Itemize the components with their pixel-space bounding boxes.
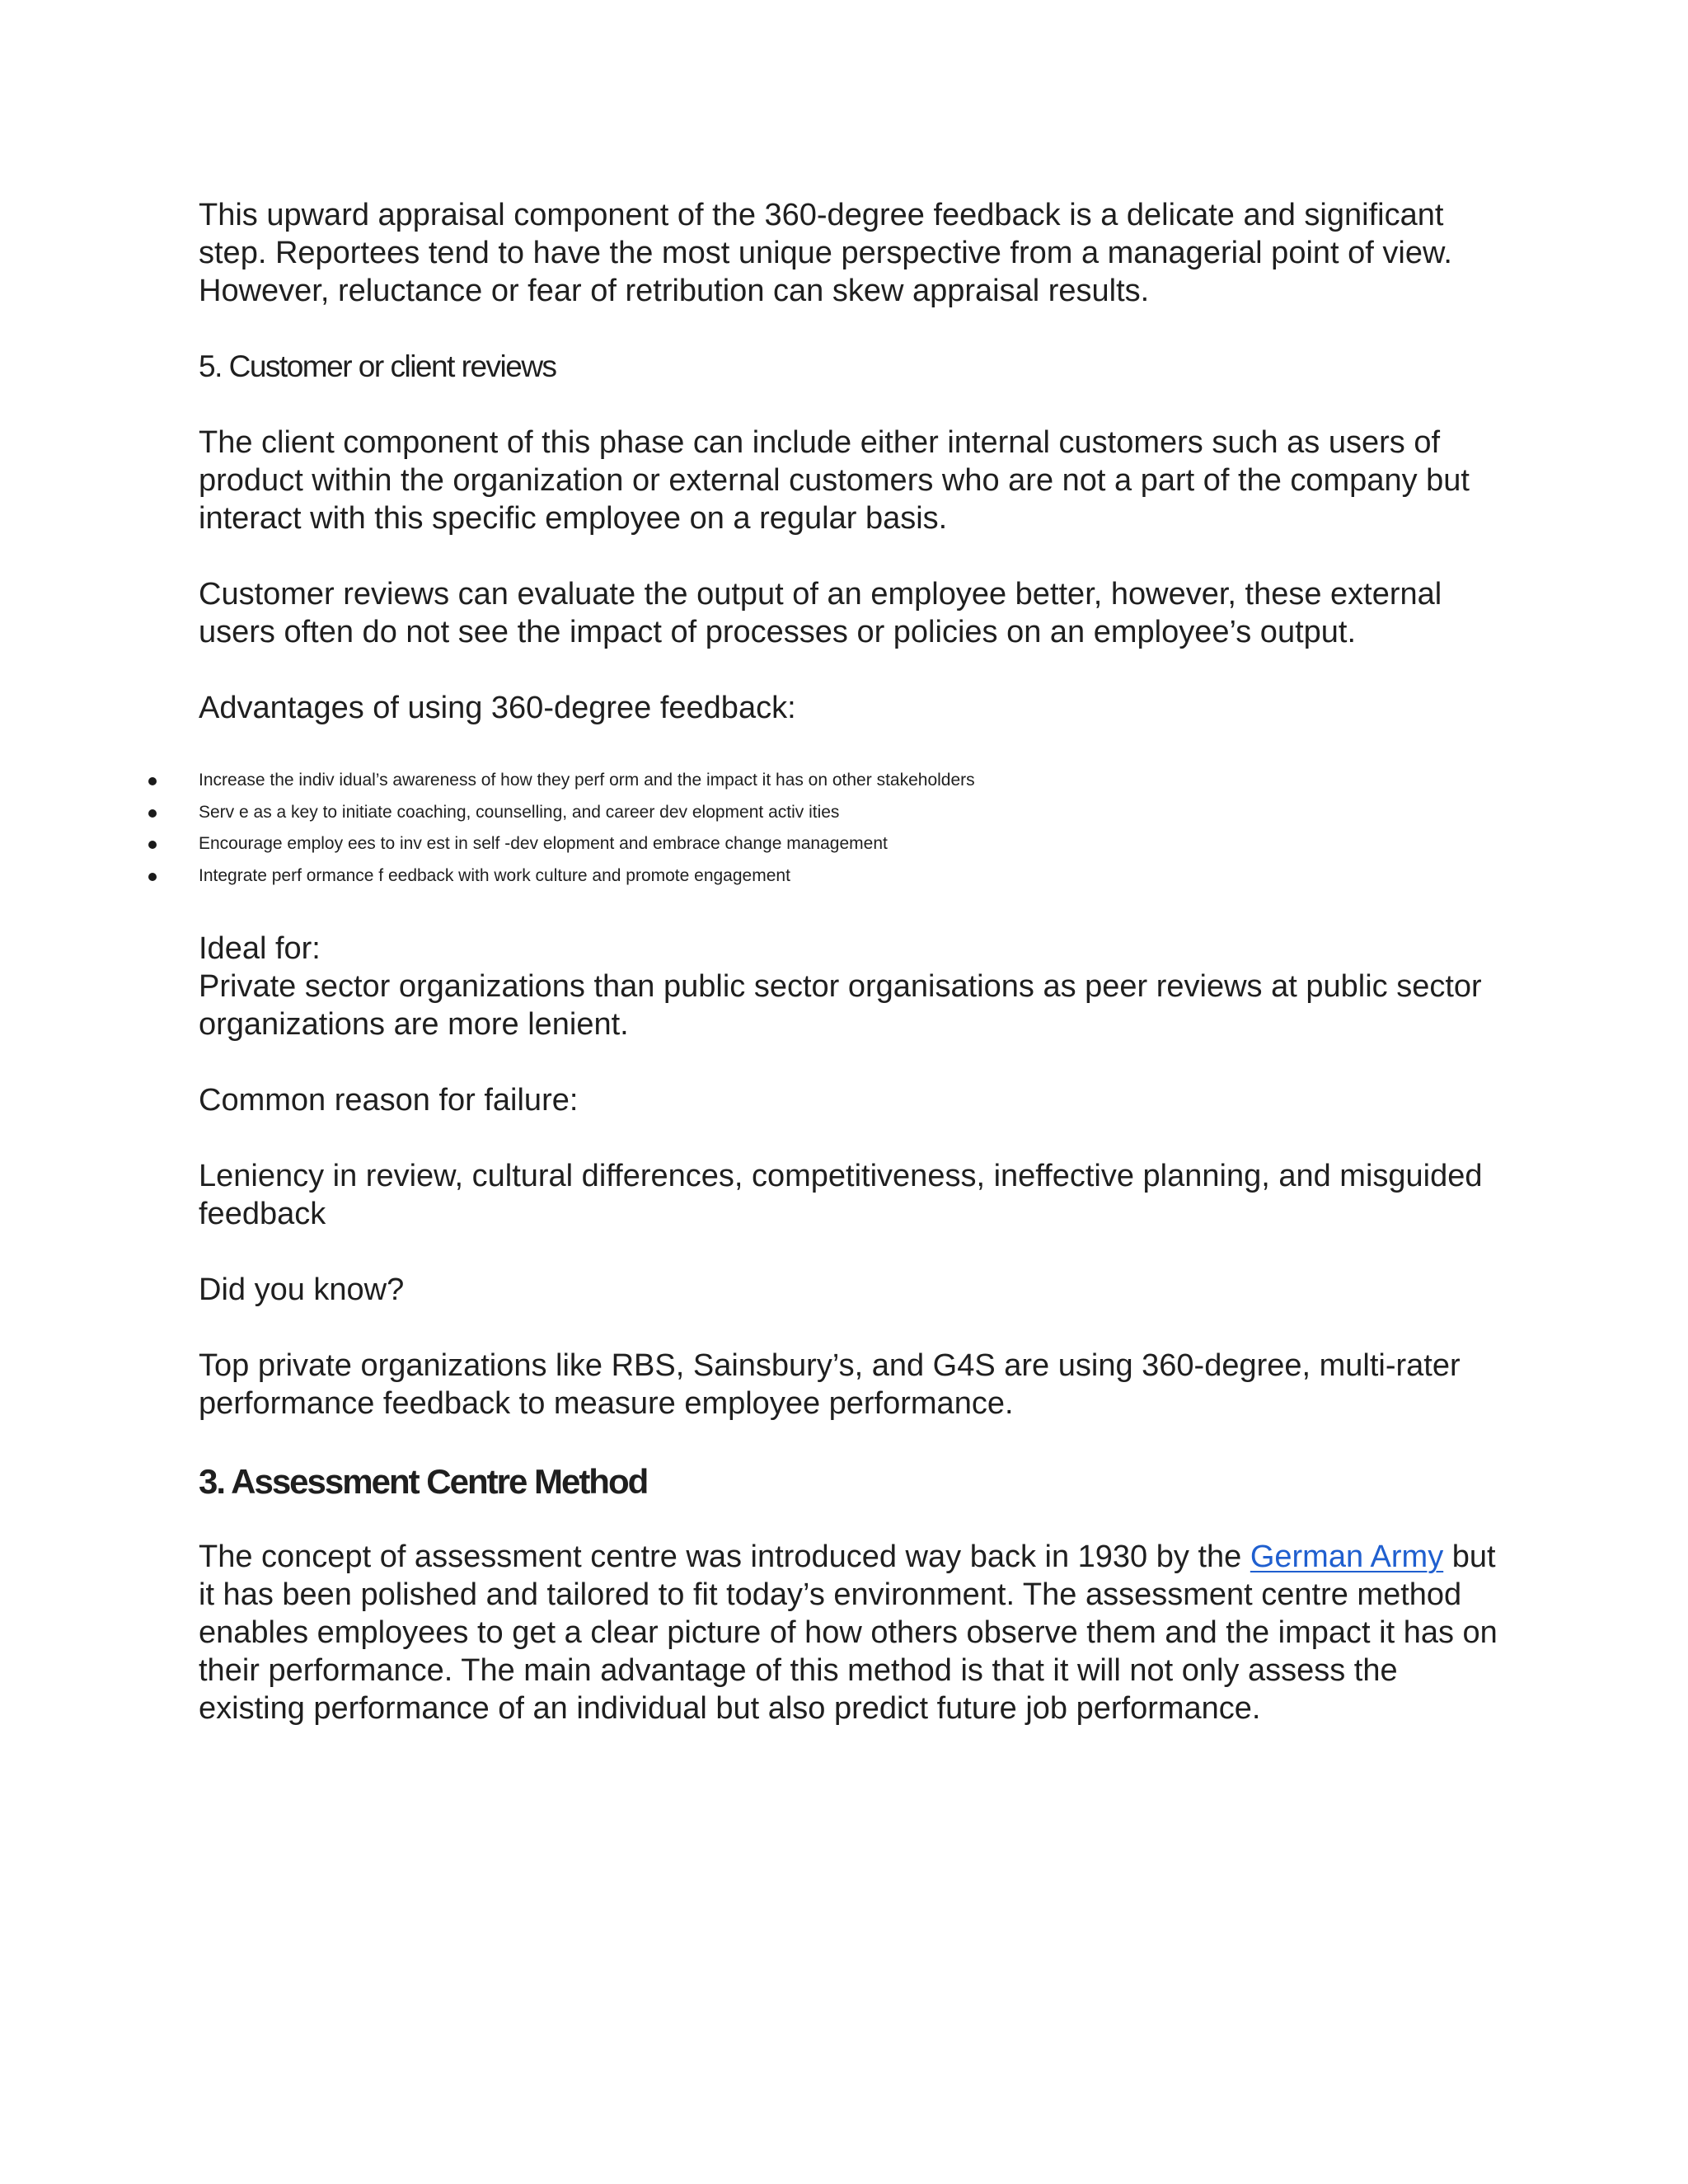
advantages-list: [199, 765, 1501, 892]
list-item: [199, 828, 1501, 860]
subheading-customer-reviews: 5. Customer or client reviews: [199, 349, 556, 383]
paragraph-text: but it has been polished and tailored to fit today’s environment. The assessment centre method enables employees to get a clear picture of how others observe them and the impact it has on their performance. The main advantage of this method is that it will not only assess the existing performance of an individual but also predict future job performance.: [199, 1540, 1498, 1726]
bullet-icon: [148, 841, 157, 849]
german-army-link[interactable]: German Army: [1250, 1540, 1444, 1574]
paragraph-upward-appraisal: This upward appraisal component of the 360-degree feedback is a delicate and significant step. Reportees tend to have the most unique perspective from a managerial point of view. However, reluctance or fear of retribution can skew appraisal results.: [199, 198, 1452, 308]
list-item-text: Integrate perf ormance f eedback with work culture and promote engagement: [199, 865, 790, 885]
list-item: [199, 765, 1501, 797]
paragraph-text: The concept of assessment centre was introduced way back in 1930 by the: [199, 1540, 1250, 1574]
list-item-text: Increase the indiv idual’s awareness of how they perf orm and the impact it has on other stakeholders: [199, 771, 975, 790]
advantages-heading: Advantages of using 360-degree feedback:: [199, 691, 796, 725]
paragraph-assessment-centre: [199, 1538, 1501, 1727]
list-item: [199, 860, 1501, 893]
bullet-icon: [148, 809, 157, 818]
list-item-text: Encourage employ ees to inv est in self -dev elopment and embrace change management: [199, 834, 888, 853]
failure-text: Leniency in review, cultural differences, competitiveness, ineffective planning, and misguided feedback: [199, 1159, 1483, 1231]
list-item: [199, 797, 1501, 829]
did-you-know-text: Top private organizations like RBS, Sainsbury’s, and G4S are using 360-degree, multi-rater performance feedback to measure employee performance.: [199, 1348, 1461, 1421]
paragraph-customer-reviews: Customer reviews can evaluate the output of an employee better, however, these external users often do not see the impact of processes or policies on an employee’s output.: [199, 577, 1442, 649]
section-heading-assessment-centre: 3. Assessment Centre Method: [199, 1462, 648, 1501]
ideal-for-label: Ideal for:: [199, 931, 321, 966]
document-body: [199, 196, 1501, 1765]
bullet-icon: [148, 777, 157, 785]
did-you-know-label: Did you know?: [199, 1272, 405, 1307]
paragraph-client-component: The client component of this phase can include either internal customers such as users of product within the organization or external customers who are not a part of the company but interact with this specific employee on a regular basis.: [199, 425, 1470, 536]
ideal-for-text: Private sector organizations than public sector organisations as peer reviews at public sector organizations are more lenient.: [199, 969, 1482, 1042]
bullet-icon: [148, 873, 157, 881]
failure-label: Common reason for failure:: [199, 1083, 579, 1118]
list-item-text: Serv e as a key to initiate coaching, counselling, and career dev elopment activ ities: [199, 802, 840, 822]
